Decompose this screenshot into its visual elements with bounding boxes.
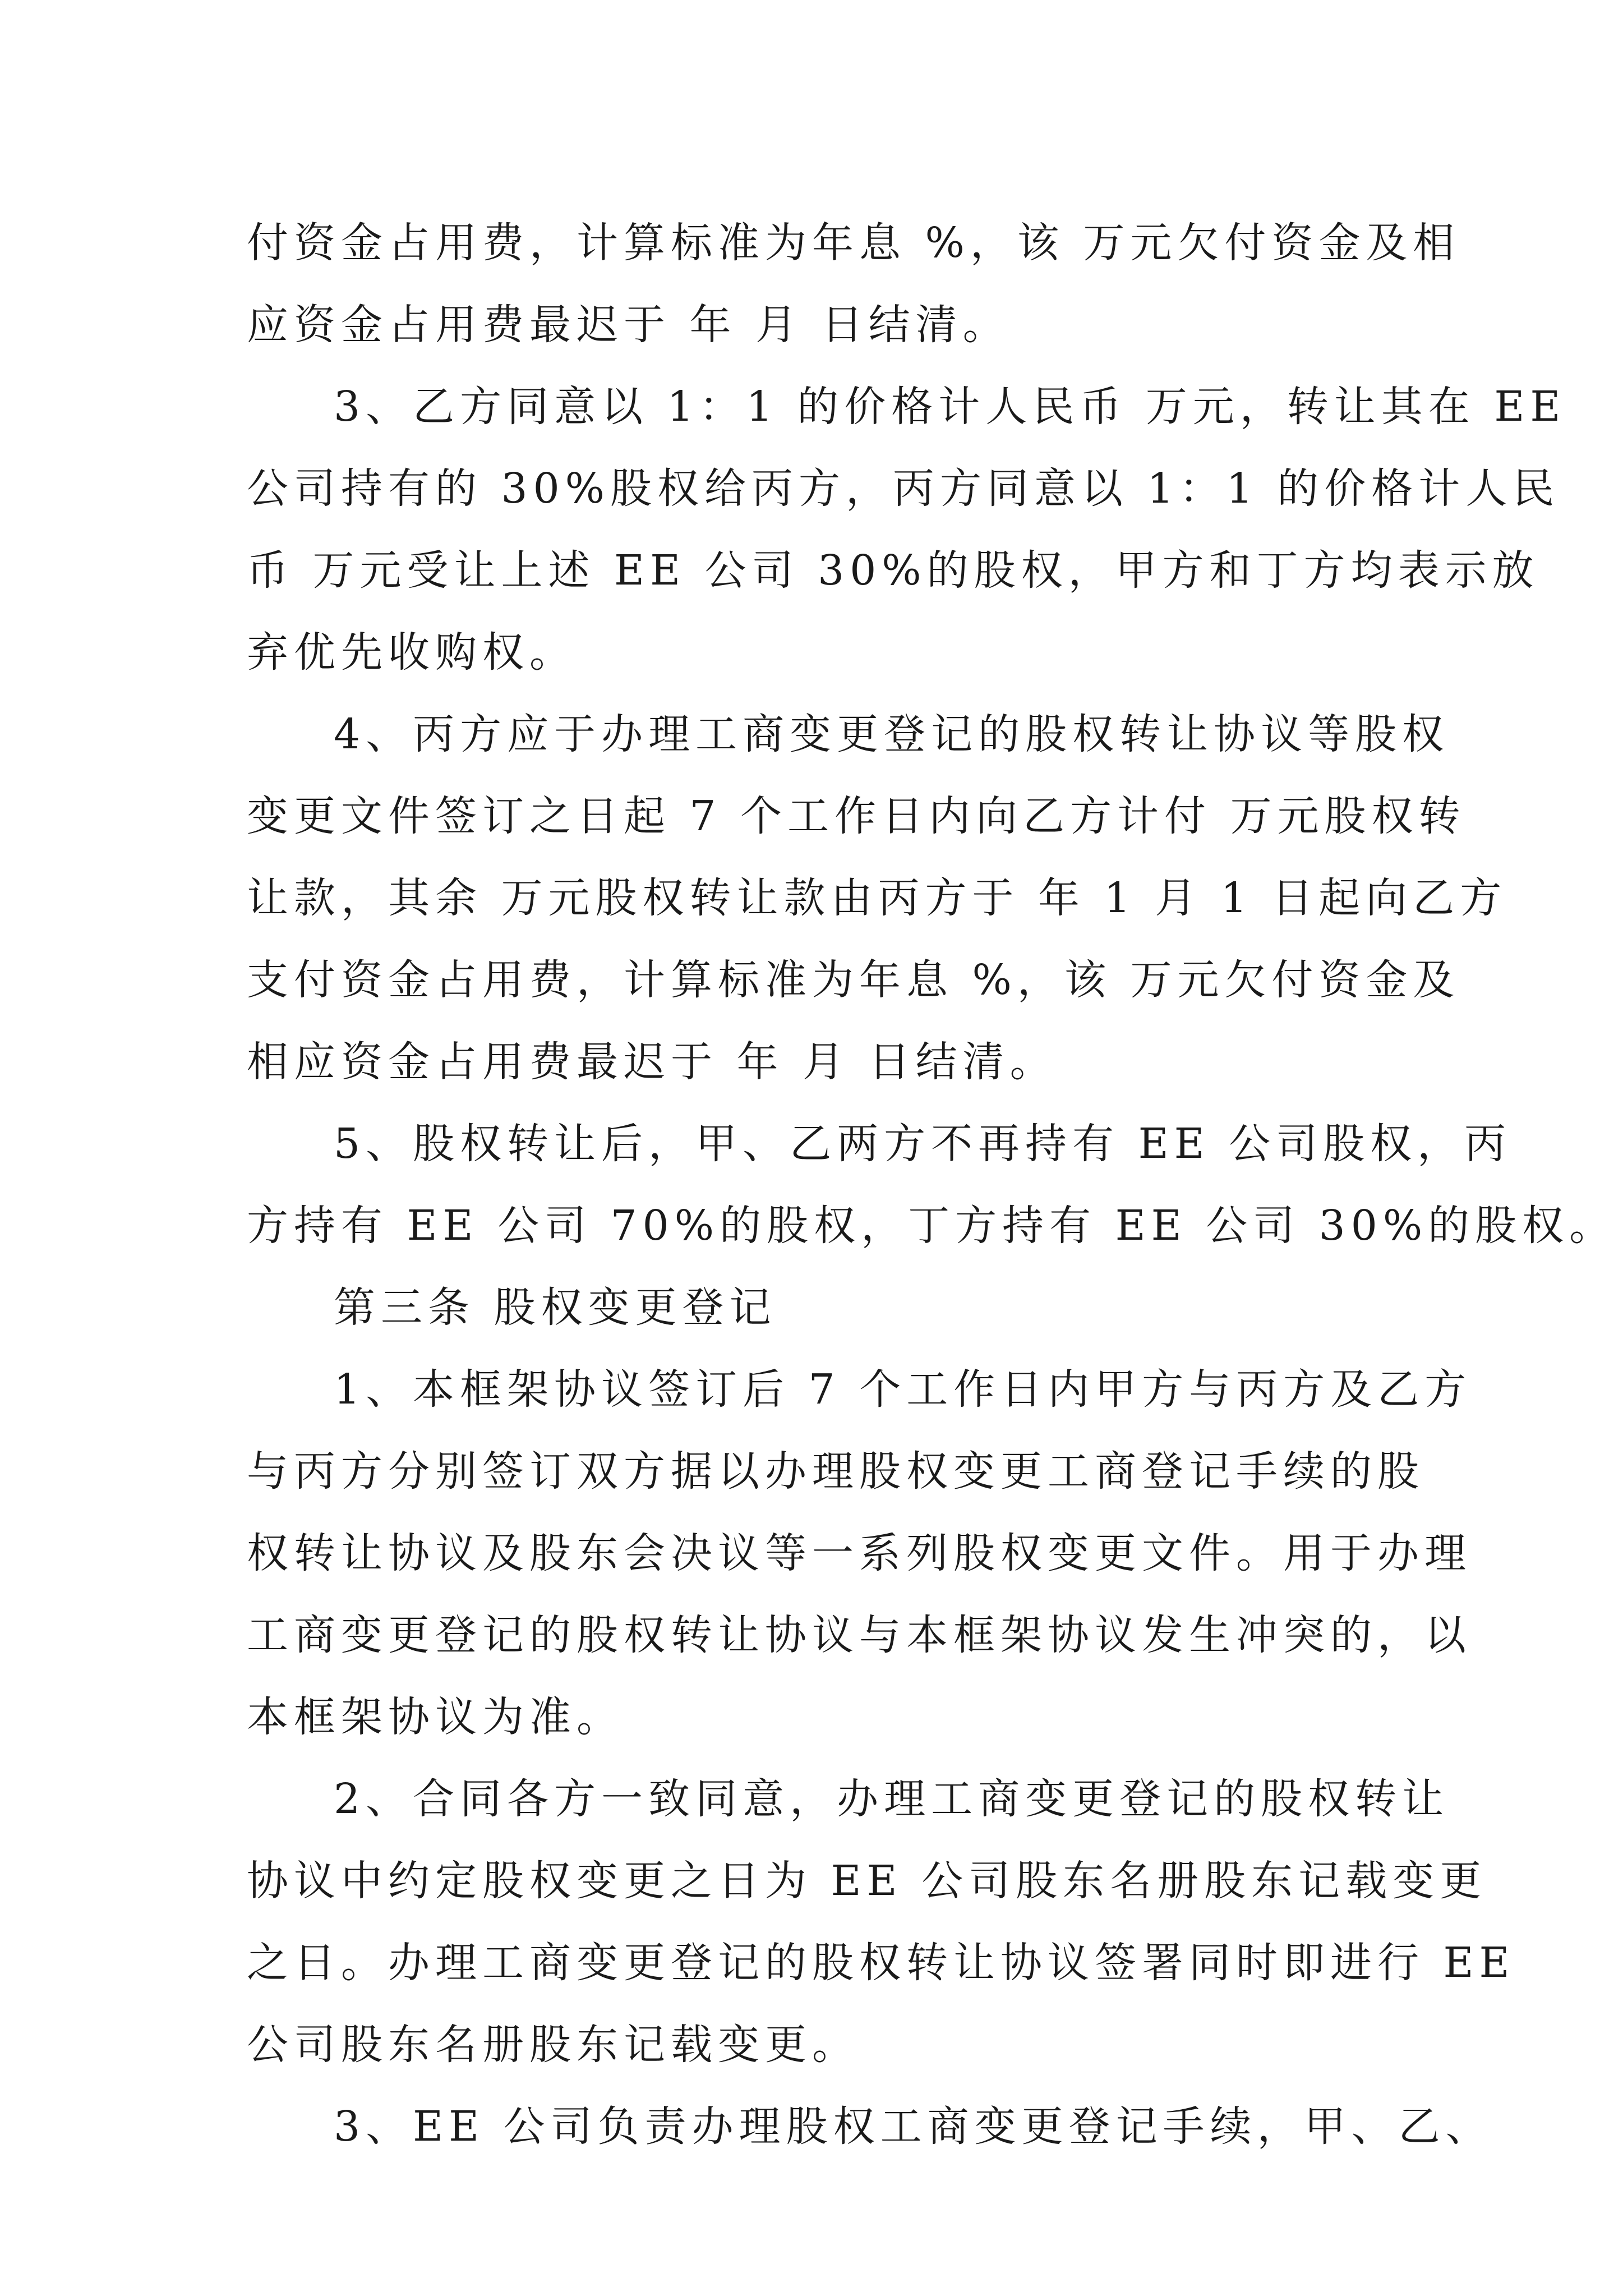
section-heading: 第三条 股权变更登记 — [334, 1283, 777, 1332]
text-line: 应资金占用费最迟于 年 月 日结清。 — [247, 301, 1010, 349]
text-line: 协议中约定股权变更之日为 EE 公司股东名册股东记载变更 — [247, 1857, 1487, 1905]
text-line: 公司持有的 30%股权给丙方，丙方同意以 1：1 的价格计人民 — [247, 464, 1560, 513]
text-line: 5、股权转让后，甲、乙两方不再持有 EE 公司股权，丙 — [334, 1120, 1512, 1168]
text-line: 本框架协议为准。 — [247, 1693, 624, 1741]
text-line: 币 万元受让上述 EE 公司 30%的股权，甲方和丁方均表示放 — [247, 546, 1539, 595]
text-line: 变更文件签订之日起 7 个工作日内向乙方计付 万元股权转 — [247, 792, 1466, 840]
text-line: 3、乙方同意以 1：1 的价格计人民币 万元，转让其在 EE — [334, 383, 1566, 431]
text-line: 与丙方分别签订双方据以办理股权变更工商登记手续的股 — [247, 1447, 1424, 1496]
text-line: 支付资金占用费，计算标准为年息 %，该 万元欠付资金及 — [247, 956, 1460, 1004]
text-line: 1、本框架协议签订后 7 个工作日内甲方与丙方及乙方 — [334, 1365, 1472, 1414]
text-line: 工商变更登记的股权转让协议与本框架协议发生冲突的，以 — [247, 1611, 1472, 1659]
text-line: 之日。办理工商变更登记的股权转让协议签署同时即进行 EE — [247, 1939, 1515, 1987]
text-line: 3、EE 公司负责办理股权工商变更登记手续，甲、乙、 — [334, 2102, 1493, 2151]
text-line: 相应资金占用费最迟于 年 月 日结清。 — [247, 1038, 1057, 1086]
text-line: 付资金占用费，计算标准为年息 %，该 万元欠付资金及相 — [247, 219, 1460, 267]
text-line: 弃优先收购权。 — [247, 628, 577, 677]
text-line: 4、丙方应于办理工商变更登记的股权转让协议等股权 — [334, 710, 1450, 758]
text-line: 2、合同各方一致同意，办理工商变更登记的股权转让 — [334, 1775, 1450, 1823]
text-line: 公司股东名册股东记载变更。 — [247, 2021, 859, 2069]
text-line: 方持有 EE 公司 70%的股权，丁方持有 EE 公司 30%的股权。 — [247, 1202, 1617, 1250]
text-line: 让款，其余 万元股权转让款由丙方于 年 1 月 1 日起向乙方 — [247, 874, 1507, 922]
text-line: 权转让协议及股东会决议等一系列股权变更文件。用于办理 — [247, 1529, 1472, 1577]
document-body — [247, 202, 1617, 2168]
